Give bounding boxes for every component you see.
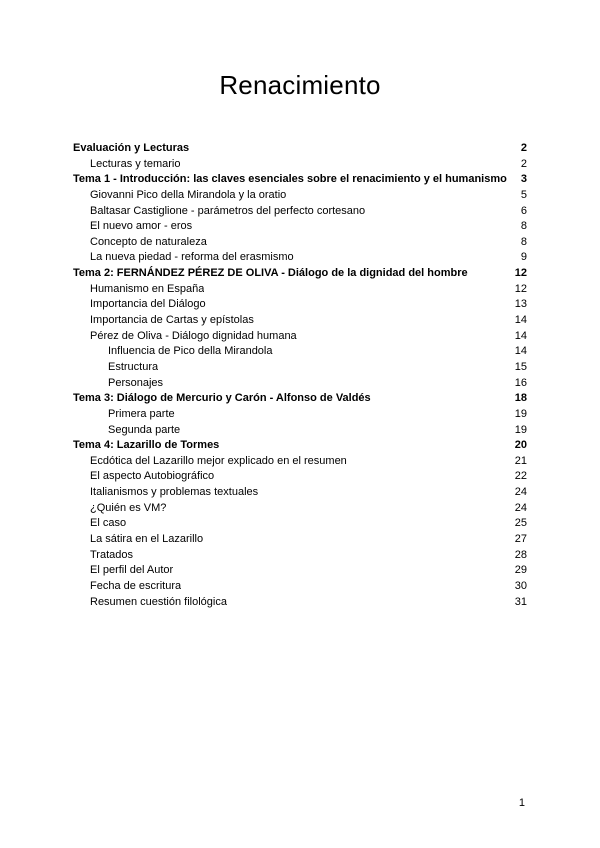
toc-entry-title[interactable]: Humanismo en España [90, 282, 205, 295]
toc-entry-page: 24 [514, 486, 527, 499]
toc-entry-title[interactable]: Lecturas y temario [90, 157, 181, 170]
table-of-contents [73, 141, 527, 610]
toc-entry[interactable] [73, 595, 527, 611]
toc-entry-page: 16 [514, 376, 527, 389]
toc-entry-page: 29 [514, 564, 527, 577]
toc-entry-title[interactable]: Tratados [90, 548, 134, 561]
toc-entry[interactable] [73, 485, 527, 501]
toc-entry[interactable] [73, 235, 527, 251]
toc-entry-title[interactable]: Ecdótica del Lazarillo mejor explicado en el resumen [90, 454, 347, 467]
toc-entry[interactable] [73, 469, 527, 485]
toc-entry[interactable] [73, 376, 527, 392]
toc-entry[interactable] [73, 391, 527, 407]
toc-entry[interactable] [73, 454, 527, 470]
toc-entry-page: 30 [514, 579, 527, 592]
toc-entry-page: 2 [520, 142, 527, 154]
toc-entry-title[interactable]: Tema 2: FERNÁNDEZ PÉREZ DE OLIVA - Diálogo de la dignidad del hombre [73, 267, 468, 280]
toc-entry[interactable] [73, 501, 527, 517]
toc-entry-title[interactable]: Tema 1 - Introducción: las claves esenciales sobre el renacimiento y el humanismo [73, 173, 507, 186]
toc-entry[interactable] [73, 360, 527, 376]
toc-entry[interactable] [73, 250, 527, 266]
toc-entry-title[interactable]: Tema 3: Diálogo de Mercurio y Carón - Alfonso de Valdés [73, 392, 371, 405]
toc-entry-title[interactable]: Importancia de Cartas y epístolas [90, 314, 254, 327]
toc-entry[interactable] [73, 548, 527, 564]
toc-entry-page: 19 [514, 423, 527, 436]
toc-entry[interactable] [73, 266, 527, 282]
toc-entry-page: 9 [520, 251, 527, 264]
toc-entry[interactable] [73, 329, 527, 345]
page-number: 1 [518, 797, 525, 809]
toc-entry[interactable] [73, 172, 527, 188]
toc-entry-page: 13 [514, 298, 527, 311]
toc-entry-page: 8 [520, 235, 527, 248]
toc-entry-page: 24 [514, 501, 527, 514]
toc-entry-title[interactable]: Resumen cuestión filológica [90, 595, 227, 608]
toc-entry-title[interactable]: Concepto de naturaleza [90, 235, 207, 248]
toc-entry-title[interactable]: ¿Quién es VM? [90, 501, 167, 514]
toc-entry-page: 18 [514, 392, 527, 405]
toc-entry-page: 14 [514, 329, 527, 342]
toc-entry[interactable] [73, 563, 527, 579]
toc-entry[interactable] [73, 313, 527, 329]
toc-entry-title[interactable]: Giovanni Pico della Mirandola y la oratio [90, 188, 287, 201]
document-title: Renacimiento [219, 70, 381, 100]
toc-entry-page: 28 [514, 548, 527, 561]
toc-entry-page: 2 [520, 157, 527, 170]
toc-entry-title[interactable]: Primera parte [108, 407, 175, 420]
toc-entry-page: 20 [514, 439, 527, 452]
toc-entry-title[interactable]: Tema 4: Lazarillo de Tormes [73, 439, 220, 452]
toc-entry-title[interactable]: Pérez de Oliva - Diálogo dignidad humana [90, 329, 297, 342]
toc-entry[interactable] [73, 282, 527, 298]
toc-entry-page: 22 [514, 470, 527, 483]
toc-entry[interactable] [73, 423, 527, 439]
toc-entry-page: 14 [514, 314, 527, 327]
toc-entry-page: 6 [520, 204, 527, 217]
toc-entry-page: 27 [514, 533, 527, 546]
toc-entry-title[interactable]: La sátira en el Lazarillo [90, 533, 204, 546]
toc-entry-page: 15 [514, 360, 527, 373]
toc-entry[interactable] [73, 297, 527, 313]
toc-entry-title[interactable]: Evaluación y Lecturas [73, 142, 190, 154]
toc-entry-page: 3 [520, 173, 527, 186]
toc-entry-title[interactable]: Influencia de Pico della Mirandola [108, 345, 273, 358]
toc-entry[interactable] [73, 204, 527, 220]
toc-entry-title[interactable]: El nuevo amor - eros [90, 220, 193, 233]
toc-entry-page: 21 [514, 454, 527, 467]
toc-entry-page: 5 [520, 188, 527, 201]
toc-entry[interactable] [73, 344, 527, 360]
toc-entry-title[interactable]: Baltasar Castiglione - parámetros del perfecto cortesano [90, 204, 366, 217]
toc-entry[interactable] [73, 532, 527, 548]
toc-entry-title[interactable]: El caso [90, 517, 127, 530]
toc-entry[interactable] [73, 516, 527, 532]
toc-entry-title[interactable]: Fecha de escritura [90, 579, 182, 592]
toc-entry[interactable] [73, 157, 527, 173]
toc-entry-title[interactable]: Personajes [108, 376, 164, 389]
toc-entry[interactable] [73, 141, 527, 157]
toc-entry-page: 14 [514, 345, 527, 358]
toc-entry[interactable] [73, 407, 527, 423]
toc-entry-title[interactable]: El perfil del Autor [90, 564, 174, 577]
toc-entry-page: 8 [520, 220, 527, 233]
toc-entry-title[interactable]: Italianismos y problemas textuales [90, 486, 259, 499]
toc-entry[interactable] [73, 219, 527, 235]
toc-entry-page: 12 [514, 282, 527, 295]
toc-entry-title[interactable]: El aspecto Autobiográfico [90, 470, 215, 483]
toc-entry[interactable] [73, 438, 527, 454]
toc-entry[interactable] [73, 579, 527, 595]
toc-entry-page: 25 [514, 517, 527, 530]
toc-entry-page: 31 [514, 595, 527, 608]
toc-entry[interactable] [73, 188, 527, 204]
toc-entry-title[interactable]: Estructura [108, 360, 159, 373]
toc-entry-title[interactable]: Segunda parte [108, 423, 181, 436]
toc-entry-page: 19 [514, 407, 527, 420]
toc-entry-page: 12 [514, 267, 527, 280]
toc-entry-title[interactable]: La nueva piedad - reforma del erasmismo [90, 251, 294, 264]
toc-entry-title[interactable]: Importancia del Diálogo [90, 298, 206, 311]
